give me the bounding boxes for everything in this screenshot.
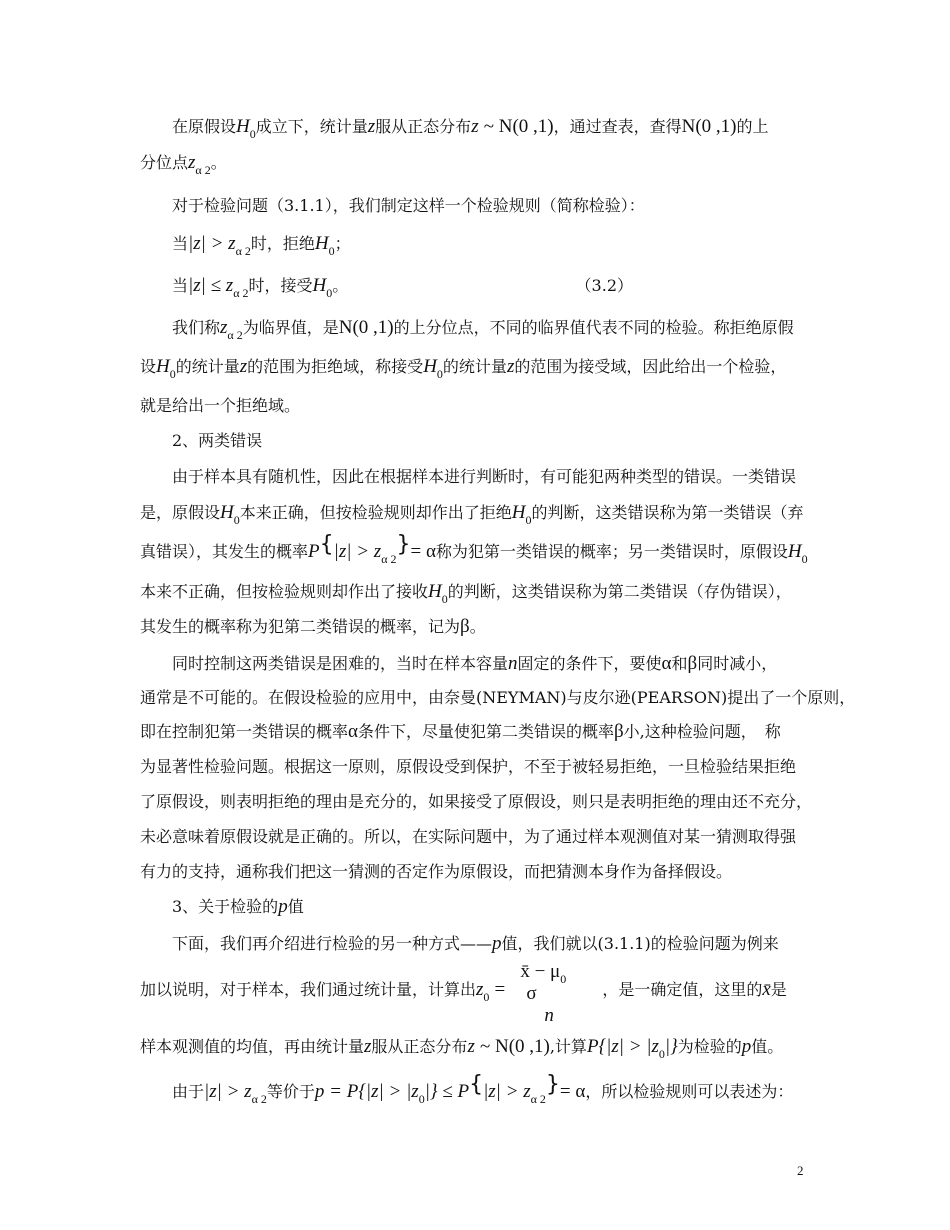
text: ，通过查表，查得 [553, 117, 682, 136]
math-equals: = [494, 979, 506, 1000]
math-sub: α 2 [530, 1092, 546, 1106]
math-sub: α 2 [235, 244, 251, 258]
math-normal: N(0 ,1) [338, 317, 394, 338]
math-n: n [508, 653, 518, 674]
text: 是 [770, 980, 787, 999]
text: 由于 [172, 1082, 205, 1101]
text: ，是一确定值，这里的 [602, 980, 763, 999]
text: 小,这种检验问题， 称 [623, 722, 781, 741]
heading-text: 3、关于检验的 [172, 897, 279, 916]
text: 为检验的 [677, 1037, 742, 1056]
text: 其发生的概率称为犯第二类错误的概率，记为 [140, 617, 461, 636]
math-sub: 0 [658, 1047, 665, 1061]
math-H: H [428, 581, 442, 602]
math-inequality: |z| > z [333, 541, 382, 562]
math-sub: 0 [441, 592, 448, 606]
text: 称为犯第一类错误的概率；另一类错误时，原假设 [435, 542, 788, 561]
math-sub: 0 [801, 552, 808, 566]
math-sub: 0 [249, 127, 256, 141]
section-heading [172, 897, 808, 917]
text: 。 [469, 617, 486, 636]
math-prob-close: |} [664, 1036, 678, 1057]
para-line [140, 757, 808, 777]
math-sub: α 2 [195, 163, 211, 177]
text: 的判断，这类错误称为第二类错误（存伪错误）， [447, 582, 792, 601]
math-z: z [467, 1036, 475, 1057]
math-p: p [492, 933, 502, 954]
math-sub: 0 [560, 972, 567, 986]
math-z: z [506, 356, 515, 377]
math-sub: 0 [169, 367, 176, 381]
text: 当 [172, 234, 189, 253]
brace-open: { [319, 532, 334, 557]
text: 的统计量 [175, 357, 240, 376]
text: ,计算 [549, 1037, 587, 1056]
text: 时，接受 [248, 276, 313, 295]
text: 下面，我们再介绍进行检验的另一种方式—— [172, 934, 493, 953]
math-H: H [423, 356, 437, 377]
para-line [140, 1036, 808, 1061]
math-sub: 0 [418, 1092, 425, 1106]
math-p: p [741, 1036, 752, 1057]
text: 时，拒绝 [250, 234, 315, 253]
math-inequality: |z| > z [483, 1081, 531, 1102]
para-line [172, 196, 808, 216]
text: 成立下，统计量 [255, 117, 368, 136]
math-beta: β [614, 721, 624, 742]
math-sigma: σ [526, 983, 537, 1004]
math-z: z [220, 317, 228, 338]
text: 分位点 [140, 153, 189, 172]
math-sub: 0 [233, 513, 240, 527]
text: 有力的支持，通称我们把这一猜测的否定作为原假设，而把猜测本身作为备择假设。 [140, 862, 733, 881]
text: 当 [172, 276, 189, 295]
text: 加以说明，对于样本，我们通过统计量，计算出 [140, 980, 477, 999]
text: 值，我们就以(3.1.1)的检验问题为例来 [501, 934, 779, 953]
text: 对于检验问题（3.1.1），我们制定这样一个检验规则（简称检验）： [172, 196, 645, 215]
math-H: H [312, 275, 327, 296]
para-line [140, 827, 808, 847]
text: 的上分位点，不同的临界值代表不同的检验。称拒绝原假 [393, 318, 794, 337]
math-z: z [471, 116, 479, 137]
math-n: n [544, 1005, 554, 1026]
math-sub: 0 [326, 286, 333, 300]
text: 即在控制犯第一类错误的概率 [140, 722, 349, 741]
math-H: H [787, 541, 802, 562]
section-heading [172, 431, 808, 451]
text: 了原假设，则表明拒绝的理由是充分的，如果接受了原假设，则只是表明拒绝的理由还不充分， [140, 792, 813, 811]
math-z: z [188, 152, 196, 173]
text: 设 [140, 357, 157, 376]
math-beta: β [687, 653, 698, 674]
brace-open: { [469, 1072, 484, 1097]
rule-line [172, 233, 808, 258]
math-H: H [156, 356, 170, 377]
text: 。 [210, 153, 227, 172]
brace-close: } [396, 532, 411, 557]
text: 本来正确，但按检验规则却作出了拒绝 [239, 503, 512, 522]
text: 本来不正确，但按检验规则却作出了接收 [140, 582, 429, 601]
math-p: p [278, 896, 288, 917]
text: 的统计量 [442, 357, 507, 376]
math-z: z [476, 979, 484, 1000]
math-sub: 0 [436, 367, 443, 381]
text: 服从正态分布 [375, 117, 472, 136]
math-beta: β [460, 616, 470, 637]
math-sub: 0 [328, 244, 335, 258]
text: 同时减小， [697, 654, 778, 673]
rule-line [172, 275, 808, 300]
math-alpha: α [661, 653, 672, 674]
text: 通常是不可能的。在假设检验的应用中，由奈曼(NEYMAN)与皮尔逊(PEARSON)提出了一个原则， [140, 688, 856, 707]
para-line [140, 792, 813, 812]
text: 未必意味着原假设就是正确的。所以，在实际问题中，为了通过样本观测值对某一猜测取得强 [140, 827, 797, 846]
math-xbar: x̄ [762, 979, 771, 1000]
math-H: H [511, 502, 526, 523]
para-line [172, 1072, 808, 1106]
math-sub: 0 [483, 990, 490, 1004]
para-line [140, 356, 808, 381]
text: 条件下，尽量使犯第二类错误的概率 [357, 722, 614, 741]
text: 为临界值，是 [242, 318, 339, 337]
math-normal: ~ N(0 ,1) [479, 1036, 550, 1057]
para-line [140, 396, 808, 416]
para-line [172, 467, 808, 487]
math-alpha: α [348, 721, 358, 742]
math-numerator: x̄ − μ [520, 961, 561, 982]
text: 的判断，这类错误称为第一类错误（弃 [531, 503, 804, 522]
text: 真错误），其发生的概率 [140, 542, 309, 561]
text: 是，原假设 [140, 503, 221, 522]
math-inequality: |z| > z [204, 1081, 252, 1102]
para-line [140, 532, 808, 566]
para-line [172, 116, 808, 141]
math-sub: 0 [525, 513, 532, 527]
brace-close: } [545, 1072, 560, 1097]
text: ，所以检验规则可以表述为： [585, 1082, 794, 1101]
para-line [140, 617, 808, 637]
text: 的上 [736, 117, 769, 136]
text: 等价于 [266, 1082, 315, 1101]
math-H: H [236, 116, 250, 137]
para-line [140, 722, 808, 742]
math-z: z [367, 116, 376, 137]
para-line [140, 502, 808, 527]
para-line [172, 934, 808, 954]
text: 就是给出一个拒绝域。 [140, 396, 301, 415]
text: 为显著性检验问题。根据这一原则，原假设受到保护，不至于被轻易拒绝，一旦检验结果拒绝 [140, 757, 797, 776]
math-sub: α 2 [233, 286, 249, 300]
math-sub: α 2 [227, 328, 243, 342]
page-number: 2 [797, 1163, 804, 1178]
text: 和 [671, 654, 688, 673]
math-pvalue: p = P{|z| > |z [314, 1081, 419, 1102]
math-sub: α 2 [381, 552, 397, 566]
text: 样本观测值的均值，再由统计量 [140, 1037, 365, 1056]
text: 同时控制这两类错误是困难的，当时在样本容量 [172, 654, 509, 673]
math-pvalue-bound: |} ≤ P [424, 1081, 470, 1102]
math-normal: N(0 ,1) [681, 116, 737, 137]
para-line [140, 581, 808, 606]
text: 的范围为接受域，因此给出一个检验， [514, 357, 787, 376]
para-line [172, 654, 808, 674]
heading-text: 值 [287, 897, 304, 916]
heading-text: 2、两类错误 [172, 431, 263, 450]
text: 服从正态分布 [371, 1037, 468, 1056]
math-inequality: |z| ≤ z [188, 275, 234, 296]
para-line [140, 862, 808, 882]
math-z: z [364, 1036, 372, 1057]
para-line [140, 688, 856, 708]
math-sub: α 2 [251, 1092, 267, 1106]
text: ； [334, 234, 351, 253]
para-line [172, 317, 808, 342]
math-H: H [314, 233, 329, 254]
text: 我们称 [172, 318, 221, 337]
para-line [140, 152, 808, 177]
math-inequality: |z| > z [188, 233, 236, 254]
text: 。 [332, 276, 349, 295]
math-normal: ~ N(0 ,1) [483, 116, 554, 137]
text: 在原假设 [172, 117, 237, 136]
text: 固定的条件下，要使 [517, 654, 662, 673]
text: 由于样本具有随机性，因此在根据样本进行判断时，有可能犯两种类型的错误。一类错误 [172, 467, 797, 486]
text: 的范围为拒绝域，称接受 [247, 357, 424, 376]
math-alpha: = α [410, 541, 436, 562]
equation-number: （3.2） [575, 276, 633, 295]
math-alpha: = α [559, 1081, 586, 1102]
math-H: H [220, 502, 234, 523]
math-z: z [239, 356, 248, 377]
math-prob: P{|z| > |z [586, 1036, 659, 1057]
text: 值。 [751, 1037, 784, 1056]
math-P: P [308, 541, 320, 562]
